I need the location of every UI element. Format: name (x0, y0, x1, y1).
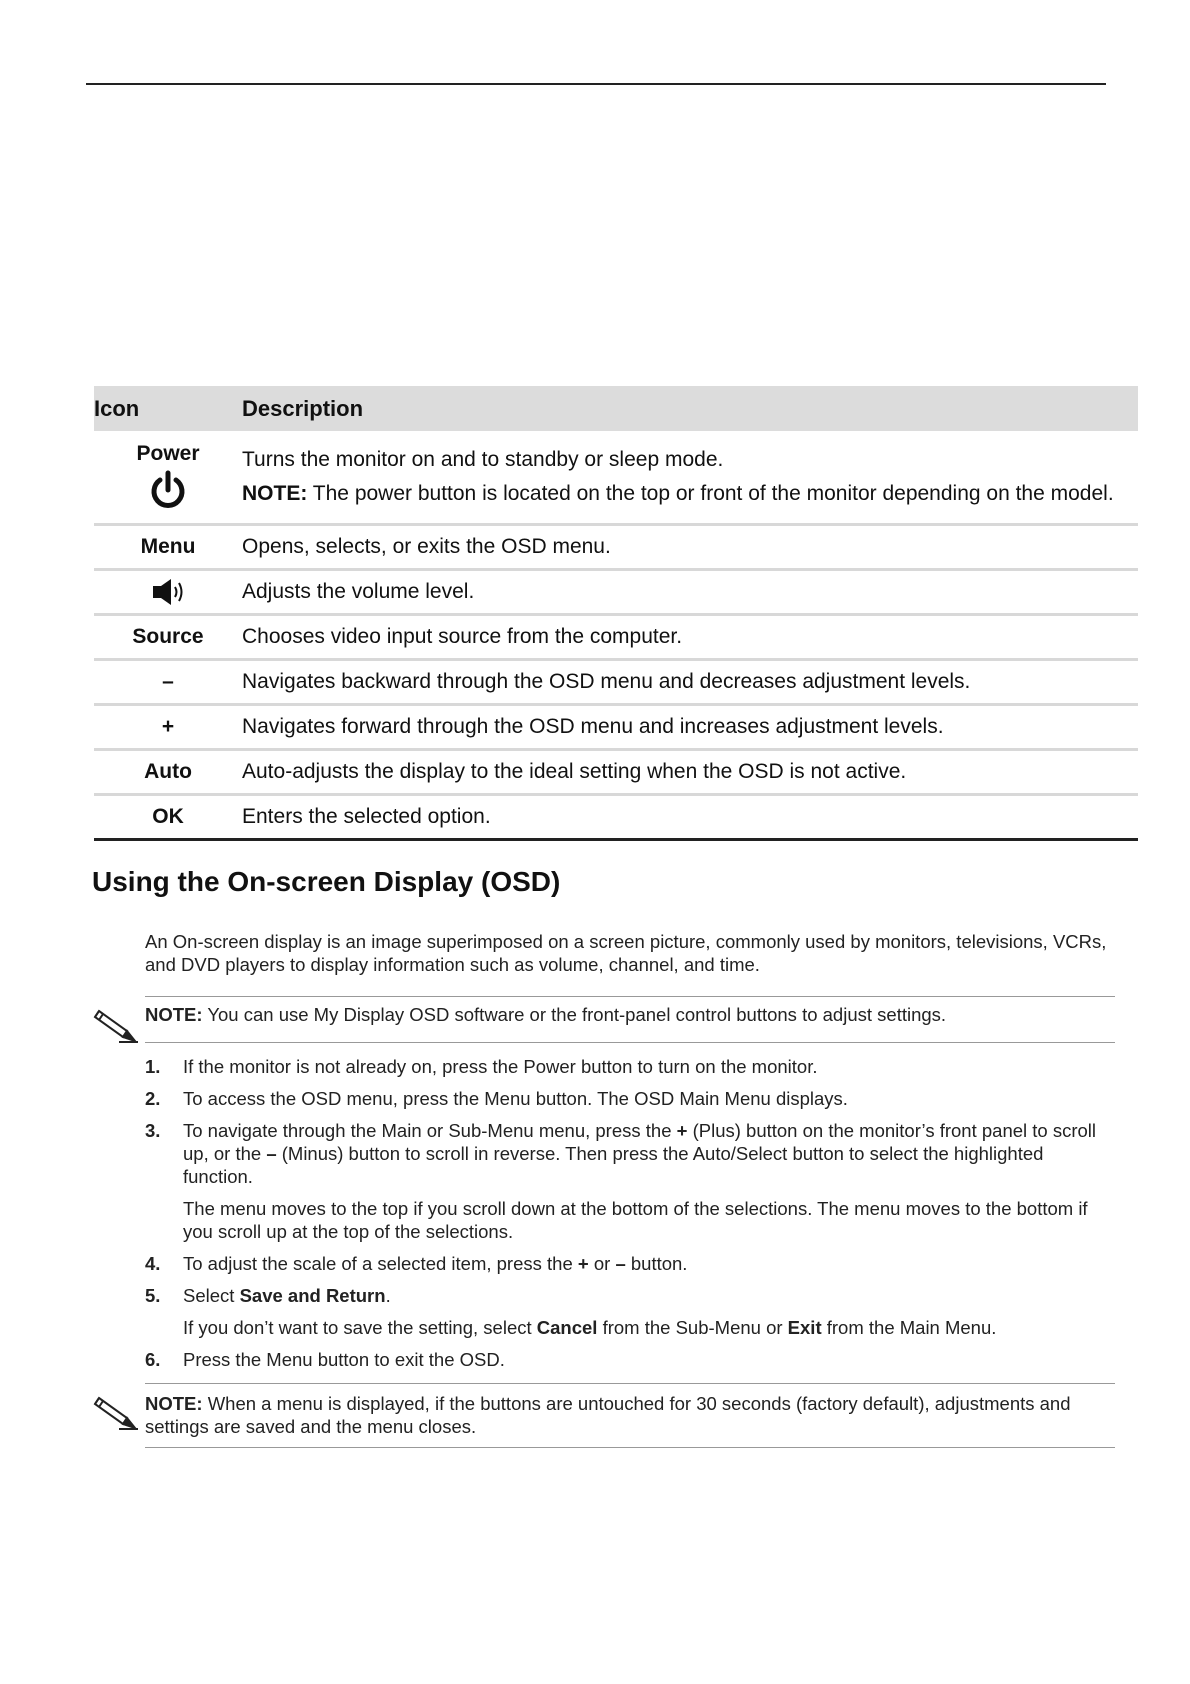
header-icon: Icon (94, 386, 242, 431)
list-item: 3. To navigate through the Main or Sub-Menu menu, press the + (Plus) button on the monitor’s front panel to scroll up, or the – (Minus) button to scroll in reverse. Then press the Auto/Select button to select the highlighted function. The menu moves to the top if you scroll down at the bottom of the selections. The menu moves to the bottom if you scroll up at the top of the selections. (145, 1120, 1097, 1242)
note-box-1 (145, 996, 1115, 1043)
menu-description: Opens, selects, or exits the OSD menu. (242, 525, 1138, 570)
table-header-row (94, 386, 1138, 431)
auto-description: Auto-adjusts the display to the ideal setting when the OSD is not active. (242, 750, 1138, 795)
list-item: 6. Press the Menu button to exit the OSD. (145, 1349, 505, 1370)
list-item: 4. To adjust the scale of a selected item, press the + or – button. (145, 1253, 688, 1274)
list-item: 1. If the monitor is not already on, press the Power button to turn on the monitor. (145, 1056, 818, 1077)
source-description: Chooses video input source from the computer. (242, 615, 1138, 660)
pencil-note-icon (93, 1392, 139, 1430)
section-content (145, 930, 1115, 1448)
volume-description: Adjusts the volume level. (242, 570, 1138, 615)
speaker-volume-icon (150, 577, 186, 607)
table-row-minus (94, 660, 1138, 705)
icon-label-plus: + (94, 705, 242, 750)
icon-label-menu: Menu (94, 525, 242, 570)
power-icon (148, 470, 188, 512)
note-box-2 (145, 1383, 1115, 1448)
list-item: 5. Select Save and Return. If you don’t want to save the setting, select Cancel from the Sub-Menu or Exit from the Main Menu. (145, 1285, 997, 1338)
controls-table (94, 386, 1138, 841)
minus-description: Navigates backward through the OSD menu and decreases adjustment levels. (242, 660, 1138, 705)
header-description: Description (242, 386, 1138, 431)
ok-description: Enters the selected option. (242, 795, 1138, 840)
section-title: Using the On-screen Display (OSD) (92, 866, 561, 897)
steps-list (145, 1055, 1115, 1371)
table-row-source (94, 615, 1138, 660)
icon-label-power: Power (136, 442, 200, 465)
icon-label-minus: – (94, 660, 242, 705)
intro-paragraph: An On-screen display is an image superimposed on a screen picture, commonly used by monitors, televisions, VCRs, and DVD players to display information such as volume, channel, and time. (145, 931, 1107, 975)
note-1-text: NOTE: You can use My Display OSD software or the front-panel control buttons to adjust settings. (145, 1004, 947, 1025)
list-item: 2. To access the OSD menu, press the Menu button. The OSD Main Menu displays. (145, 1088, 848, 1109)
header-rule (86, 83, 1106, 85)
plus-description: Navigates forward through the OSD menu and increases adjustment levels. (242, 705, 1138, 750)
icon-label-source: Source (94, 615, 242, 660)
table-row-auto (94, 750, 1138, 795)
table-row-menu (94, 525, 1138, 570)
icon-label-auto: Auto (94, 750, 242, 795)
pencil-note-icon (93, 1005, 139, 1043)
note-2-text: NOTE: When a menu is displayed, if the buttons are untouched for 30 seconds (factory default), adjustments and settings are saved and the menu closes. (145, 1393, 1071, 1437)
power-note: NOTE: The power button is located on the top or front of the monitor depending on the model. (242, 482, 1114, 505)
table-row-power (94, 431, 1138, 525)
power-description: Turns the monitor on and to standby or sleep mode. (242, 448, 724, 471)
icon-label-ok: OK (94, 795, 242, 840)
table-row-plus (94, 705, 1138, 750)
table-row-ok (94, 795, 1138, 840)
table-row-volume (94, 570, 1138, 615)
